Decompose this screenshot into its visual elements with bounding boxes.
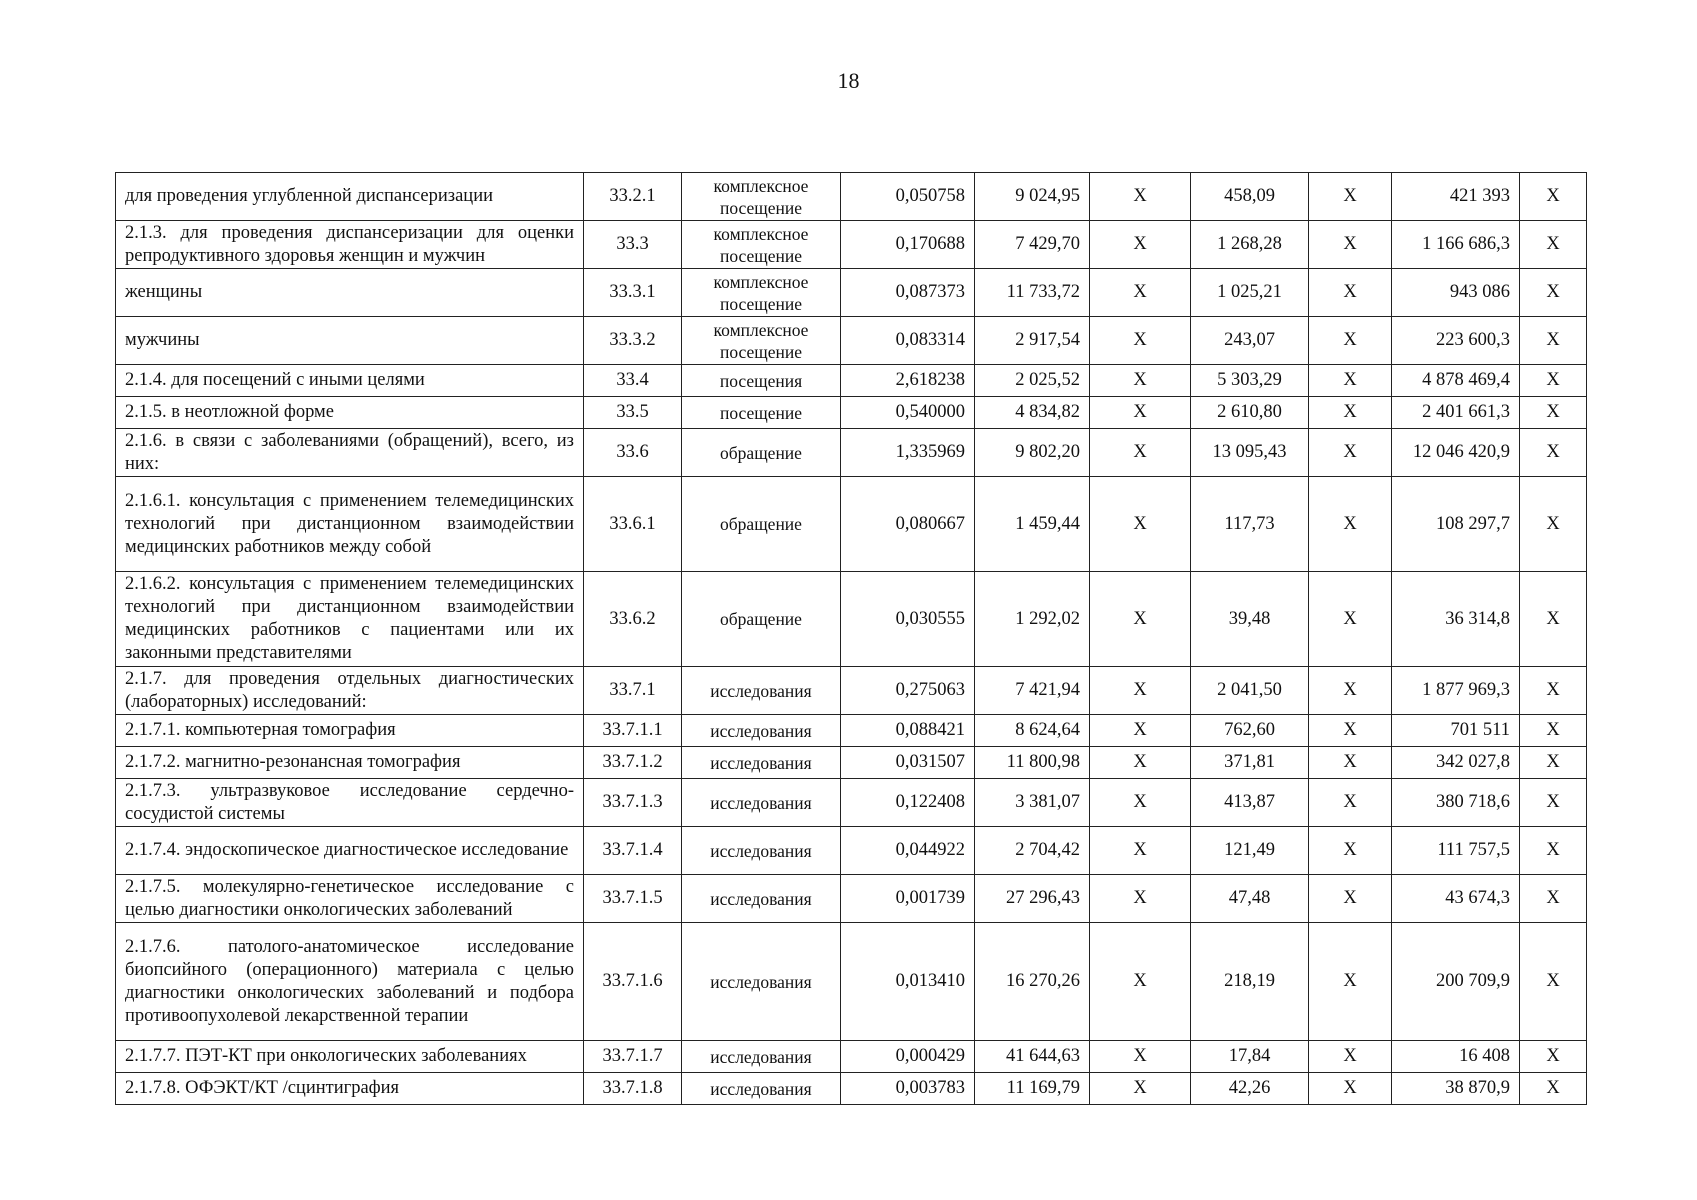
row-x-cell: Х [1309,1041,1392,1073]
row-total-cell: 111 757,5 [1392,827,1520,875]
table-row [116,1041,1587,1073]
row-x-cell: Х [1090,477,1191,572]
row-x-cell: Х [1520,875,1587,923]
row-x-cell: Х [1090,397,1191,429]
row-norm-cell: 0,122408 [841,779,975,827]
row-code-cell: 33.3 [584,221,682,269]
row-unit-cell: посещения [682,365,841,397]
row-x-cell: Х [1520,317,1587,365]
row-x-cell: Х [1520,715,1587,747]
row-x-cell: Х [1090,1073,1191,1105]
row-unit-cell: исследования [682,747,841,779]
table-row [116,221,1587,269]
row-x-cell: Х [1520,269,1587,317]
row-x-cell: Х [1520,1073,1587,1105]
table-row [116,667,1587,715]
table-row [116,173,1587,221]
table-row [116,317,1587,365]
row-code-cell: 33.2.1 [584,173,682,221]
row-x-cell: Х [1520,173,1587,221]
row-per-capita-cell: 2 610,80 [1191,397,1309,429]
row-per-capita-cell: 243,07 [1191,317,1309,365]
row-x-cell: Х [1520,827,1587,875]
row-x-cell: Х [1520,477,1587,572]
row-per-capita-cell: 2 041,50 [1191,667,1309,715]
row-unit-cell: исследования [682,779,841,827]
table-row [116,747,1587,779]
row-code-cell: 33.3.2 [584,317,682,365]
row-name-cell: 2.1.7.5. молекулярно-генетическое исследование с целью диагностики онкологических заболеваний [116,875,584,923]
row-x-cell: Х [1309,875,1392,923]
row-unit-cell: посещение [682,397,841,429]
row-code-cell: 33.7.1.6 [584,923,682,1041]
row-cost-cell: 2 025,52 [975,365,1090,397]
row-code-cell: 33.7.1.5 [584,875,682,923]
row-unit-cell: комплексное посещение [682,317,841,365]
row-code-cell: 33.6.1 [584,477,682,572]
row-norm-cell: 0,050758 [841,173,975,221]
table-row [116,429,1587,477]
row-x-cell: Х [1520,365,1587,397]
row-code-cell: 33.5 [584,397,682,429]
row-name-cell: 2.1.7.1. компьютерная томография [116,715,584,747]
row-x-cell: Х [1309,572,1392,667]
row-cost-cell: 7 421,94 [975,667,1090,715]
row-name-cell: 2.1.4. для посещений с иными целями [116,365,584,397]
table-row [116,779,1587,827]
row-per-capita-cell: 762,60 [1191,715,1309,747]
row-per-capita-cell: 47,48 [1191,875,1309,923]
row-code-cell: 33.7.1.2 [584,747,682,779]
row-norm-cell: 0,003783 [841,1073,975,1105]
row-cost-cell: 11 733,72 [975,269,1090,317]
row-norm-cell: 1,335969 [841,429,975,477]
row-x-cell: Х [1309,429,1392,477]
row-norm-cell: 0,275063 [841,667,975,715]
row-x-cell: Х [1309,747,1392,779]
row-total-cell: 342 027,8 [1392,747,1520,779]
row-x-cell: Х [1309,827,1392,875]
row-cost-cell: 41 644,63 [975,1041,1090,1073]
row-total-cell: 943 086 [1392,269,1520,317]
row-per-capita-cell: 1 025,21 [1191,269,1309,317]
row-unit-cell: комплексное посещение [682,173,841,221]
row-x-cell: Х [1520,429,1587,477]
row-cost-cell: 11 800,98 [975,747,1090,779]
row-x-cell: Х [1090,779,1191,827]
row-x-cell: Х [1520,747,1587,779]
row-name-cell: 2.1.7.8. ОФЭКТ/КТ /сцинтиграфия [116,1073,584,1105]
row-x-cell: Х [1090,572,1191,667]
row-name-cell: 2.1.6. в связи с заболеваниями (обращений), всего, из них: [116,429,584,477]
row-code-cell: 33.6 [584,429,682,477]
row-x-cell: Х [1309,365,1392,397]
row-unit-cell: исследования [682,667,841,715]
row-norm-cell: 0,031507 [841,747,975,779]
row-unit-cell: исследования [682,923,841,1041]
row-per-capita-cell: 17,84 [1191,1041,1309,1073]
row-x-cell: Х [1520,1041,1587,1073]
row-x-cell: Х [1309,221,1392,269]
table-row [116,875,1587,923]
row-per-capita-cell: 371,81 [1191,747,1309,779]
row-code-cell: 33.7.1.8 [584,1073,682,1105]
row-total-cell: 108 297,7 [1392,477,1520,572]
row-x-cell: Х [1309,667,1392,715]
row-cost-cell: 4 834,82 [975,397,1090,429]
row-x-cell: Х [1090,715,1191,747]
row-total-cell: 1 166 686,3 [1392,221,1520,269]
row-x-cell: Х [1090,747,1191,779]
row-code-cell: 33.7.1.3 [584,779,682,827]
row-code-cell: 33.7.1.1 [584,715,682,747]
row-x-cell: Х [1309,715,1392,747]
row-code-cell: 33.7.1.7 [584,1041,682,1073]
row-total-cell: 2 401 661,3 [1392,397,1520,429]
row-x-cell: Х [1090,221,1191,269]
row-cost-cell: 16 270,26 [975,923,1090,1041]
table-row [116,397,1587,429]
row-total-cell: 43 674,3 [1392,875,1520,923]
row-total-cell: 421 393 [1392,173,1520,221]
row-total-cell: 223 600,3 [1392,317,1520,365]
row-name-cell: мужчины [116,317,584,365]
row-x-cell: Х [1309,1073,1392,1105]
row-cost-cell: 27 296,43 [975,875,1090,923]
row-name-cell: 2.1.6.1. консультация с применением телемедицинских технологий при дистанционном взаимодействии медицинских работников между собой [116,477,584,572]
row-norm-cell: 2,618238 [841,365,975,397]
row-total-cell: 38 870,9 [1392,1073,1520,1105]
row-x-cell: Х [1090,1041,1191,1073]
row-norm-cell: 0,044922 [841,827,975,875]
row-norm-cell: 0,013410 [841,923,975,1041]
row-norm-cell: 0,030555 [841,572,975,667]
row-total-cell: 1 877 969,3 [1392,667,1520,715]
row-per-capita-cell: 1 268,28 [1191,221,1309,269]
row-unit-cell: комплексное посещение [682,269,841,317]
row-total-cell: 701 511 [1392,715,1520,747]
row-total-cell: 4 878 469,4 [1392,365,1520,397]
row-x-cell: Х [1309,173,1392,221]
table-row [116,477,1587,572]
row-code-cell: 33.7.1.4 [584,827,682,875]
row-unit-cell: исследования [682,1073,841,1105]
table-row [116,269,1587,317]
row-x-cell: Х [1090,173,1191,221]
row-name-cell: 2.1.7.4. эндоскопическое диагностическое исследование [116,827,584,875]
row-norm-cell: 0,088421 [841,715,975,747]
row-unit-cell: обращение [682,477,841,572]
row-per-capita-cell: 413,87 [1191,779,1309,827]
row-total-cell: 12 046 420,9 [1392,429,1520,477]
row-x-cell: Х [1520,923,1587,1041]
row-norm-cell: 0,170688 [841,221,975,269]
row-x-cell: Х [1090,923,1191,1041]
row-x-cell: Х [1090,827,1191,875]
row-cost-cell: 3 381,07 [975,779,1090,827]
row-x-cell: Х [1520,221,1587,269]
row-name-cell: 2.1.7.6. патолого-анатомическое исследование биопсийного (операционного) материала с целью диагностики онкологических заболеваний и подбора противоопухолевой лекарственной терапии [116,923,584,1041]
row-x-cell: Х [1520,779,1587,827]
row-x-cell: Х [1520,667,1587,715]
row-name-cell: 2.1.7.7. ПЭТ-КТ при онкологических заболеваниях [116,1041,584,1073]
row-x-cell: Х [1520,572,1587,667]
data-table [115,172,1587,1105]
row-x-cell: Х [1090,667,1191,715]
row-cost-cell: 7 429,70 [975,221,1090,269]
table-body [116,173,1587,1105]
row-total-cell: 36 314,8 [1392,572,1520,667]
row-unit-cell: исследования [682,875,841,923]
row-norm-cell: 0,540000 [841,397,975,429]
page-number: 18 [837,68,860,93]
table-row [116,827,1587,875]
row-x-cell: Х [1090,317,1191,365]
row-per-capita-cell: 5 303,29 [1191,365,1309,397]
row-name-cell: 2.1.7.2. магнитно-резонансная томография [116,747,584,779]
row-cost-cell: 9 024,95 [975,173,1090,221]
row-unit-cell: исследования [682,827,841,875]
row-norm-cell: 0,087373 [841,269,975,317]
row-x-cell: Х [1309,477,1392,572]
row-cost-cell: 2 704,42 [975,827,1090,875]
row-norm-cell: 0,080667 [841,477,975,572]
row-cost-cell: 11 169,79 [975,1073,1090,1105]
row-code-cell: 33.3.1 [584,269,682,317]
row-unit-cell: исследования [682,715,841,747]
row-code-cell: 33.6.2 [584,572,682,667]
row-unit-cell: обращение [682,429,841,477]
row-norm-cell: 0,000429 [841,1041,975,1073]
row-per-capita-cell: 458,09 [1191,173,1309,221]
row-norm-cell: 0,083314 [841,317,975,365]
row-x-cell: Х [1309,779,1392,827]
table-row [116,365,1587,397]
row-unit-cell: исследования [682,1041,841,1073]
row-x-cell: Х [1090,875,1191,923]
row-per-capita-cell: 117,73 [1191,477,1309,572]
row-total-cell: 200 709,9 [1392,923,1520,1041]
row-unit-cell: обращение [682,572,841,667]
row-name-cell: женщины [116,269,584,317]
row-x-cell: Х [1520,397,1587,429]
row-name-cell: 2.1.7. для проведения отдельных диагностических (лабораторных) исследований: [116,667,584,715]
row-total-cell: 16 408 [1392,1041,1520,1073]
table-row [116,572,1587,667]
row-name-cell: 2.1.3. для проведения диспансеризации для оценки репродуктивного здоровья женщин и мужчин [116,221,584,269]
row-per-capita-cell: 42,26 [1191,1073,1309,1105]
row-x-cell: Х [1090,429,1191,477]
row-cost-cell: 1 292,02 [975,572,1090,667]
row-cost-cell: 9 802,20 [975,429,1090,477]
row-name-cell: 2.1.6.2. консультация с применением телемедицинских технологий при дистанционном взаимодействии медицинских работников с пациентами или их законными представителями [116,572,584,667]
table-row [116,923,1587,1041]
row-norm-cell: 0,001739 [841,875,975,923]
row-x-cell: Х [1309,269,1392,317]
row-code-cell: 33.4 [584,365,682,397]
row-cost-cell: 2 917,54 [975,317,1090,365]
row-x-cell: Х [1090,269,1191,317]
row-per-capita-cell: 121,49 [1191,827,1309,875]
row-per-capita-cell: 218,19 [1191,923,1309,1041]
table-row [116,1073,1587,1105]
row-per-capita-cell: 13 095,43 [1191,429,1309,477]
row-total-cell: 380 718,6 [1392,779,1520,827]
row-unit-cell: комплексное посещение [682,221,841,269]
row-name-cell: для проведения углубленной диспансеризации [116,173,584,221]
row-code-cell: 33.7.1 [584,667,682,715]
table-row [116,715,1587,747]
row-x-cell: Х [1090,365,1191,397]
row-per-capita-cell: 39,48 [1191,572,1309,667]
row-x-cell: Х [1309,317,1392,365]
row-x-cell: Х [1309,397,1392,429]
row-name-cell: 2.1.5. в неотложной форме [116,397,584,429]
row-cost-cell: 1 459,44 [975,477,1090,572]
row-cost-cell: 8 624,64 [975,715,1090,747]
row-name-cell: 2.1.7.3. ультразвуковое исследование сердечно-сосудистой системы [116,779,584,827]
row-x-cell: Х [1309,923,1392,1041]
